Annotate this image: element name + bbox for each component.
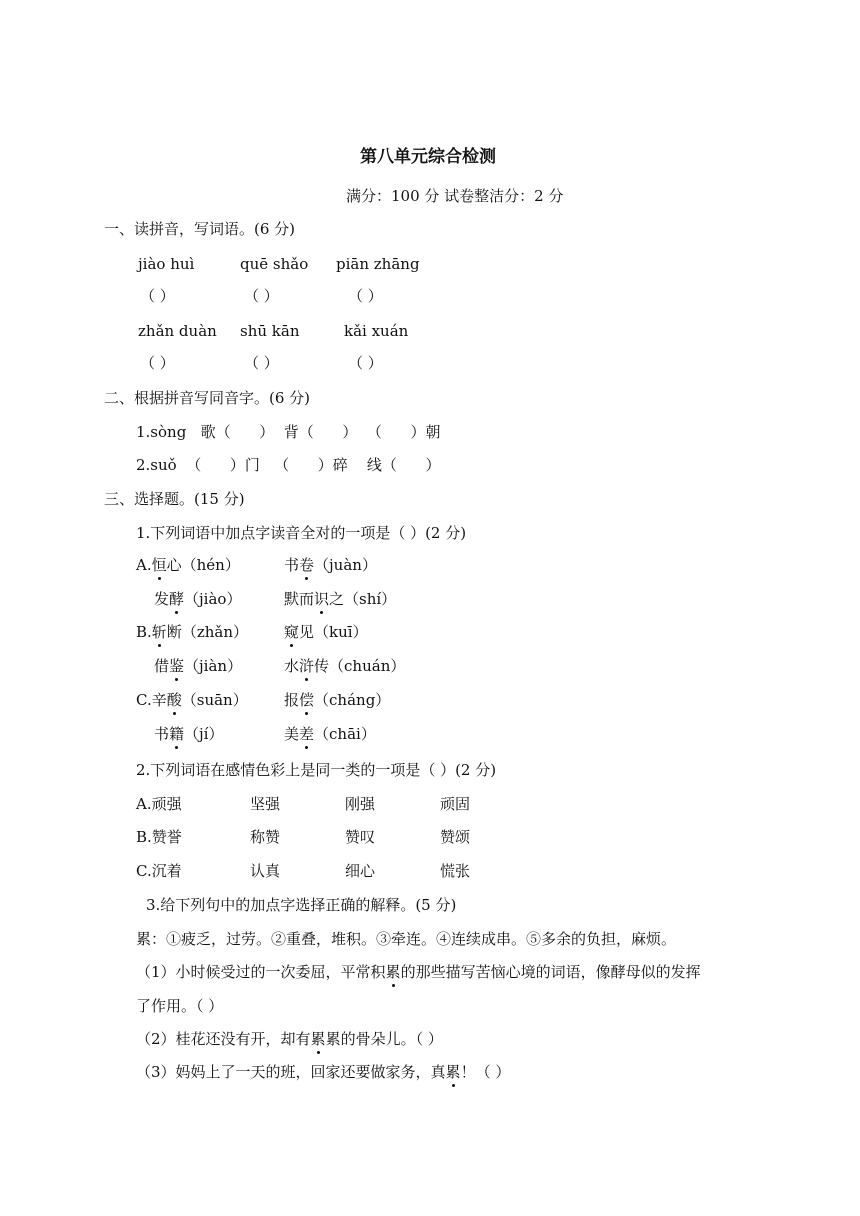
answer-blank[interactable]: （ ） [140, 354, 175, 372]
answer-blank[interactable]: （ ） [348, 287, 383, 305]
dotted-char: 鉴 [169, 657, 185, 675]
answer-blank[interactable]: （ ） [140, 287, 175, 305]
dotted-char: 卷 [299, 556, 315, 574]
section-3-heading: 三、选择题。(15 分) [104, 490, 245, 508]
dotted-char: 酵 [169, 590, 185, 608]
word-cell: 刚强 [345, 795, 376, 813]
option-b[interactable] [136, 622, 248, 642]
score-info: 满分：100 分 试卷整洁分：2 分 [346, 187, 564, 205]
word-cell: 认真 [250, 862, 281, 880]
option-b[interactable]: B.赞誉 [136, 828, 182, 846]
pinyin-4: zhǎn duàn [138, 322, 217, 340]
dotted-char: 酸 [166, 691, 182, 709]
dotted-char: 籍 [169, 725, 185, 743]
sentence-2[interactable]: （2）桂花还没有开，却有累累的骨朵儿。（ ） [136, 1030, 443, 1048]
dotted-char: 偿 [299, 691, 315, 709]
page-title: 第八单元综合检测 [360, 147, 496, 167]
word-cell: 赞颂 [440, 828, 471, 846]
sentence-1-blank[interactable]: 了作用。（ ） [136, 997, 224, 1015]
answer-blank[interactable]: （ ） [244, 287, 279, 305]
option-b-word: 水浒传（chuán） [284, 657, 406, 675]
sentence-1: （1）小时候受过的一次委屈，平常积累的那些描写苦恼心境的词语，像酵母似的发挥 [136, 963, 701, 981]
question-1-stem: 1.下列词语中加点字读音全对的一项是（ ）(2 分) [136, 524, 467, 542]
word-cell: 慌张 [440, 862, 471, 880]
pinyin-1: jiào huì [138, 255, 195, 273]
question-3-stem: 3.给下列句中的加点字选择正确的解释。(5 分) [146, 896, 457, 914]
dotted-char: 恒 [151, 556, 167, 574]
option-a-word: 默而识之（shí） [284, 590, 397, 608]
pinyin-5: shū kān [240, 322, 300, 340]
dotted-char: 窥 [284, 623, 300, 641]
option-a-word: 发酵（jiào） [154, 590, 242, 608]
section-2-heading: 二、根据拼音写同音字。(6 分) [104, 389, 311, 407]
homophone-line-1: 1.sòng 歌（ ） 背（ ） （ ）朝 [136, 423, 441, 441]
dotted-char: 累 [385, 963, 401, 981]
option-b-word: 窥见（kuī） [284, 623, 368, 641]
answer-blank[interactable]: （ ） [244, 354, 279, 372]
option-label: B. [136, 623, 152, 641]
option-a[interactable] [136, 555, 240, 575]
pinyin-2: quē shǎo [240, 255, 309, 273]
dotted-char: 累 [445, 1063, 461, 1081]
option-b-word: 借鉴（jiàn） [154, 657, 243, 675]
answer-blank[interactable]: （ ） [348, 354, 383, 372]
option-text: 断（zhǎn） [166, 623, 248, 641]
option-c[interactable]: C.沉着 [136, 862, 182, 880]
option-text: （suān） [181, 691, 248, 709]
option-label: A. [136, 556, 152, 574]
word-cell: 细心 [345, 862, 376, 880]
word-cell: 坚强 [250, 795, 281, 813]
option-text: 辛 [151, 691, 167, 709]
section-1-heading: 一、读拼音，写词语。(6 分) [104, 220, 296, 238]
sentence-3[interactable]: （3）妈妈上了一天的班，回家还要做家务，真累！（ ） [136, 1063, 511, 1081]
dotted-char: 识 [314, 590, 330, 608]
option-c-word: 美差（chāi） [284, 725, 376, 743]
word-cell: 顽固 [440, 795, 471, 813]
dotted-char: 浒 [299, 657, 315, 675]
option-c-word: 报偿（cháng） [284, 691, 391, 709]
option-a-word: 书卷（juàn） [284, 556, 377, 574]
question-2-stem: 2.下列词语在感情色彩上是同一类的一项是（ ）(2 分) [136, 761, 497, 779]
option-text: 心（hén） [166, 556, 240, 574]
homophone-line-2: 2.suǒ （ ）门 （ ）碎 线（ ） [136, 456, 441, 474]
definition-line: 累：①疲乏，过劳。②重叠，堆积。③牵连。④连续成串。⑤多余的负担，麻烦。 [136, 930, 677, 948]
dotted-char: 差 [299, 725, 315, 743]
pinyin-3: piān zhāng [336, 255, 420, 273]
word-cell: 称赞 [250, 828, 281, 846]
pinyin-6: kǎi xuán [344, 322, 409, 340]
option-label: C. [136, 691, 152, 709]
word-cell: 赞叹 [345, 828, 376, 846]
option-a[interactable]: A.顽强 [136, 795, 182, 813]
option-c[interactable] [136, 690, 248, 710]
dotted-char: 斩 [151, 623, 167, 641]
option-c-word: 书籍（jí） [154, 725, 224, 743]
dotted-char: 累 [310, 1030, 326, 1048]
